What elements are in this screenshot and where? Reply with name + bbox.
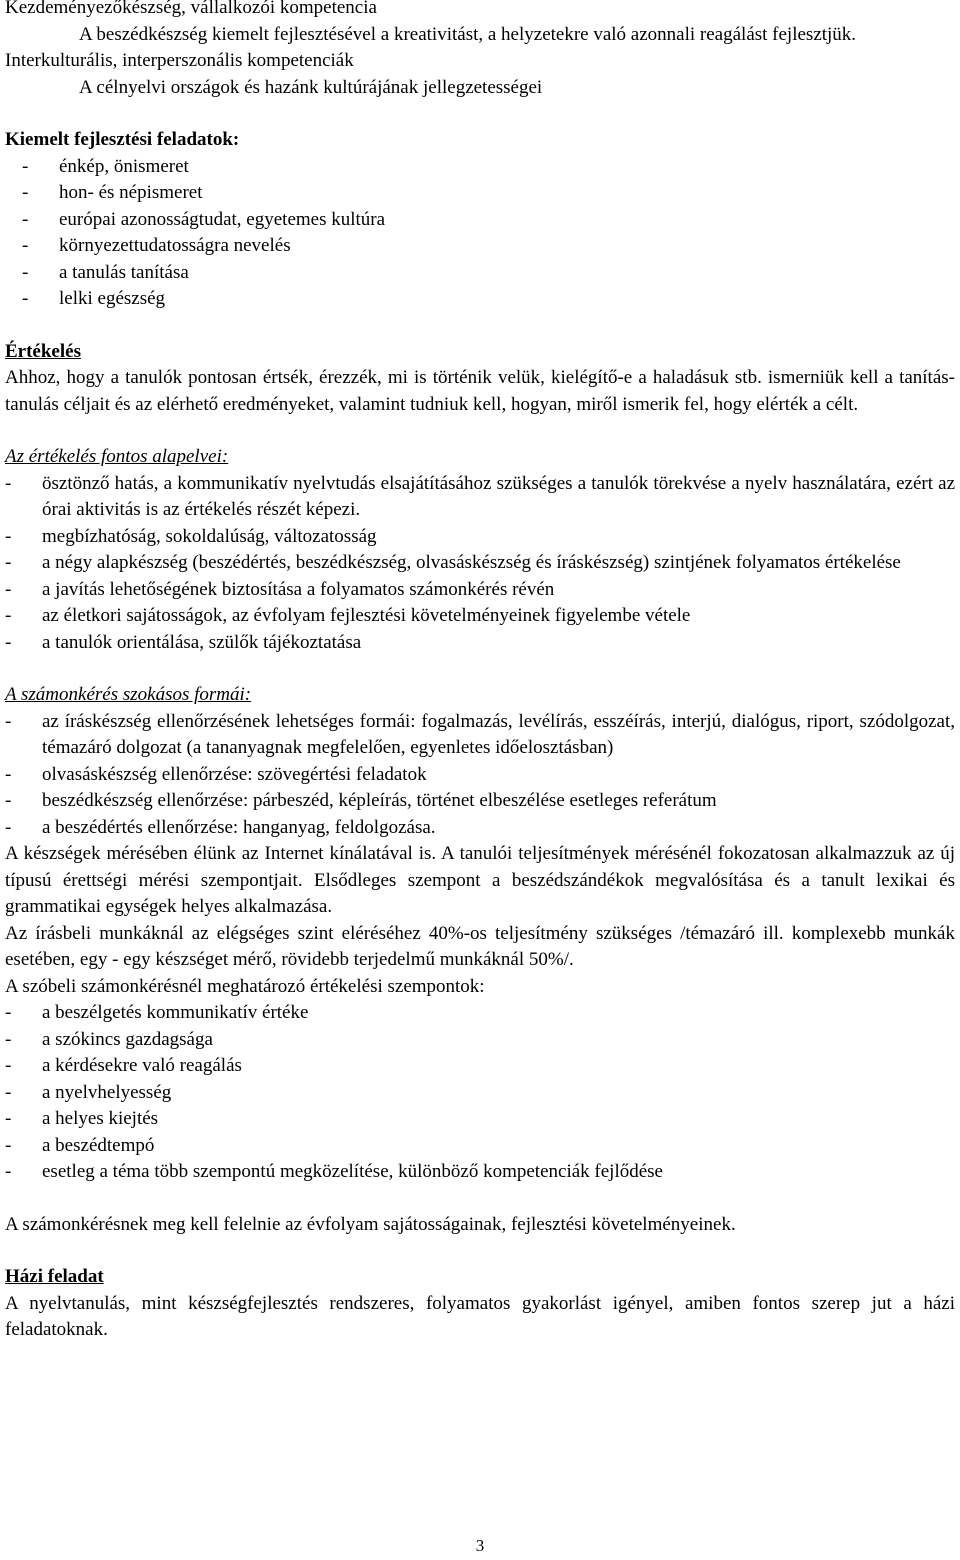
competence-text-intercultural: A célnyelvi országok és hazánk kultúrájának jellegzetességei — [79, 76, 543, 98]
form-list-item: - a beszédértés ellenőrzése: hanganyag, feldolgozása. — [5, 815, 955, 842]
homework-paragraph: A nyelvtanulás, mint készségfejlesztés rendszeres, folyamatos gyakorlást igényel, amiben fontos szerep jut a házi feladatoknak. — [5, 1292, 955, 1340]
principle-list-item: - a tanulók orientálása, szülők tájékoztatása — [5, 630, 955, 657]
competence-heading-entrepreneurship: Kezdeményezőkészség, vállalkozói kompetencia — [5, 0, 377, 18]
competence-heading-intercultural: Interkulturális, interperszonális kompetenciák — [5, 50, 354, 71]
principles-list — [5, 471, 955, 657]
oral-criterion-item: - a helyes kiejtés — [5, 1106, 955, 1133]
principle-list-item: - az életkori sajátosságok, az évfolyam fejlesztési követelményeinek figyelembe vétele — [5, 603, 955, 630]
evaluation-paragraph: Ahhoz, hogy a tanulók pontosan értsék, érezzék, mi is történik velük, kielégítő-e a haladásuk stb. ismerniük kell a tanítás-tanulás céljait és az elérhető eredményeket, valamint tudniuk kell, hogyan, miről ismerik fel, hogy elérték a célt. — [5, 367, 955, 415]
task-list-item: - énkép, önismeret — [22, 154, 955, 181]
oral-criteria-list — [5, 1000, 955, 1186]
written-threshold-paragraph: Az írásbeli munkáknál az elégséges szint eléréséhez 40%-os teljesítmény szükséges /témazáró ill. komplexebb munkák esetében, egy - egy készséget mérő, rövidebb terjedelmű munkáknál 50%/. — [5, 922, 955, 970]
oral-criterion-item: - esetleg a téma több szempontú megközelítése, különböző kompetenciák fejlődése — [5, 1159, 955, 1186]
oral-criterion-item: - a nyelvhelyesség — [5, 1080, 955, 1107]
document-page — [5, 0, 955, 1344]
tasks-list — [22, 154, 955, 313]
task-list-item: - a tanulás tanítása — [22, 260, 955, 287]
homework-title: Házi feladat — [5, 1266, 104, 1287]
evaluation-title: Értékelés — [5, 340, 81, 362]
task-list-item: - európai azonosságtudat, egyetemes kultúra — [22, 207, 955, 234]
oral-criterion-item: - a beszédtempó — [5, 1133, 955, 1160]
forms-list — [5, 709, 955, 842]
evaluation-closing: A számonkérésnek meg kell felelnie az évfolyam sajátosságainak, fejlesztési követelményeinek. — [5, 1213, 736, 1235]
measurement-paragraph: A készségek mérésében élünk az Internet kínálatával is. A tanulói teljesítmények mérésénél fokozatosan alkalmazzuk az új típusú érettségi mérési szempontjait. Elsődleges szempont a beszédszándékok megvalósítása és a tanult lexikai és grammatikai egységek helyes alkalmazása. — [5, 843, 955, 917]
form-list-item: - beszédkészség ellenőrzése: párbeszéd, képleírás, történet elbeszélése esetleges referátum — [5, 788, 955, 815]
competence-text-entrepreneurship: A beszédkészség kiemelt fejlesztésével a kreativitást, a helyzetekre való azonnali reagálást fejlesztjük. — [79, 23, 857, 45]
oral-criterion-item: - a kérdésekre való reagálás — [5, 1053, 955, 1080]
oral-criterion-item: - a szókincs gazdagsága — [5, 1027, 955, 1054]
oral-criteria-title: A szóbeli számonkérésnél meghatározó értékelési szempontok: — [5, 975, 485, 997]
principle-list-item: - ösztönző hatás, a kommunikatív nyelvtudás elsajátításához szükséges a tanulók törekvése a nyelv használatára, ezért az órai aktivitás is az értékelés részét képezi. — [5, 471, 955, 524]
principle-list-item: - a javítás lehetőségének biztosítása a folyamatos számonkérés révén — [5, 577, 955, 604]
tasks-title: Kiemelt fejlesztési feladatok: — [5, 129, 240, 150]
principles-title: Az értékelés fontos alapelvei: — [5, 446, 229, 467]
oral-criterion-item: - a beszélgetés kommunikatív értéke — [5, 1000, 955, 1027]
principle-list-item: - a négy alapkészség (beszédértés, beszédkészség, olvasáskészség és íráskészség) szintjének folyamatos értékelése — [5, 550, 955, 577]
form-list-item: - olvasáskészség ellenőrzése: szövegértési feladatok — [5, 762, 955, 789]
page-number: 3 — [475, 1536, 485, 1555]
task-list-item: - lelki egészség — [22, 286, 955, 313]
principle-list-item: - megbízhatóság, sokoldalúság, változatosság — [5, 524, 955, 551]
forms-title: A számonkérés szokásos formái: — [5, 684, 252, 705]
task-list-item: - hon- és népismeret — [22, 180, 955, 207]
form-list-item: - az íráskészség ellenőrzésének lehetséges formái: fogalmazás, levélírás, esszéírás, interjú, dialógus, riport, szódolgozat, témazáró dolgozat (a tananyagnak megfelelően, egyenletes időelosztásban) — [5, 709, 955, 762]
task-list-item: - környezettudatosságra nevelés — [22, 233, 955, 260]
